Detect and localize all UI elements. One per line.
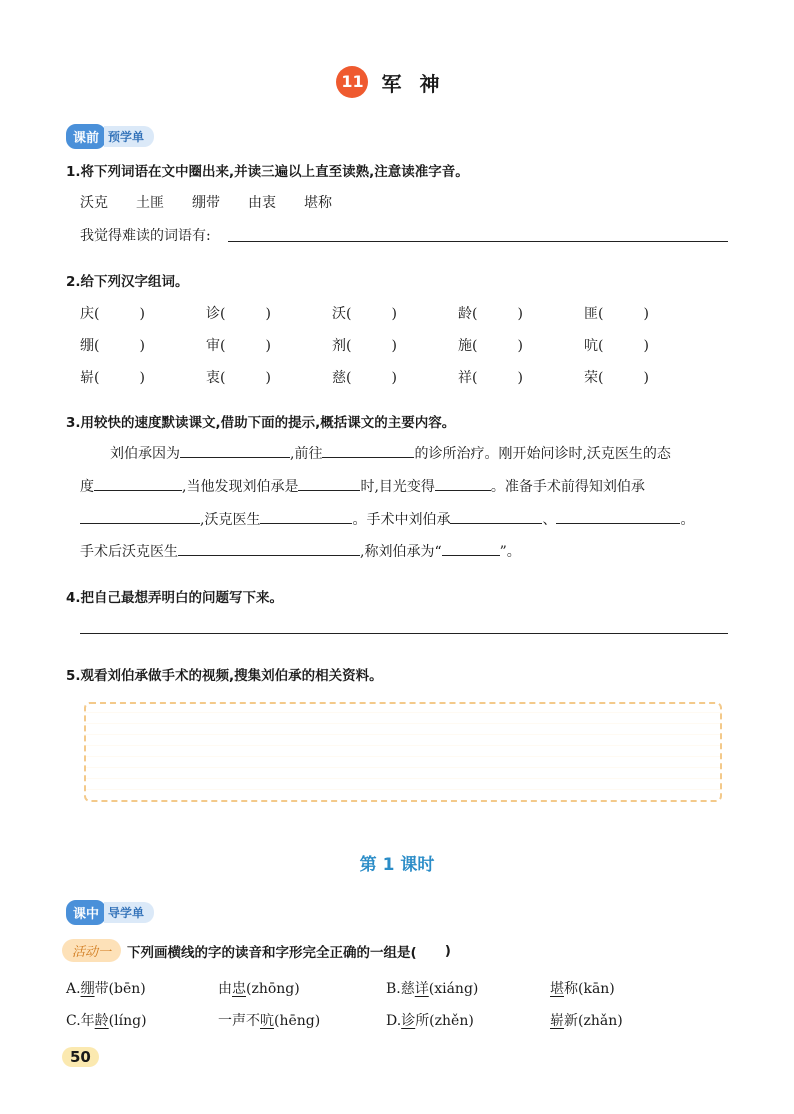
q2-cell[interactable]: 庆( ) <box>80 306 145 322</box>
q3-line-2: 度 ,当他发现刘伯承是 时,目光变得 。准备手术前得知刘伯承 <box>80 476 645 496</box>
q3-line-4: 手术后沃克医生 ,称刘伯承为“ ”。 <box>80 541 521 561</box>
q3-blank[interactable] <box>322 443 414 458</box>
q1-word: 沃克 <box>80 195 108 211</box>
activity-1 <box>62 939 451 962</box>
q2-cell[interactable]: 荣( ) <box>584 370 649 386</box>
preclass-tag-sub: 预学单 <box>104 126 154 147</box>
question-3-prompt: 3.用较快的速度默读课文,借助下面的提示,概括课文的主要内容。 <box>66 415 456 431</box>
q3-blank[interactable] <box>178 541 360 556</box>
lesson-title-block <box>0 66 794 98</box>
q1-word-list <box>80 192 332 212</box>
q2-cell[interactable]: 慈( ) <box>332 370 397 386</box>
q1-answer-line[interactable] <box>228 241 728 242</box>
activity-prompt-end: ) <box>444 942 451 959</box>
q3-blank[interactable] <box>450 509 542 524</box>
q2-cell[interactable]: 崭( ) <box>80 370 145 386</box>
q2-cell[interactable]: 诊( ) <box>206 306 271 322</box>
q3-blank[interactable] <box>260 509 352 524</box>
inclass-tag-sub: 导学单 <box>104 902 154 923</box>
question-4-prompt: 4.把自己最想弄明白的问题写下来。 <box>66 590 284 606</box>
q5-answer-box[interactable] <box>84 702 722 802</box>
q1-word: 堪称 <box>304 195 332 211</box>
q2-cell[interactable]: 绷( ) <box>80 338 145 354</box>
option-b-part-2: 堪称(kān) <box>550 981 615 997</box>
option-b[interactable]: B.慈详(xiáng) <box>386 981 479 997</box>
q1-word: 由衷 <box>248 195 276 211</box>
page-number: 50 <box>62 1047 99 1067</box>
q1-word: 绷带 <box>192 195 220 211</box>
lesson-title: 军神 <box>381 71 458 96</box>
preclass-tag <box>66 125 154 147</box>
q2-cell[interactable]: 衷( ) <box>206 370 271 386</box>
q2-cell[interactable]: 施( ) <box>458 338 523 354</box>
inclass-tag-label: 课中 <box>66 900 106 925</box>
q3-line-1: 刘伯承因为 ,前往 的诊所治疗。刚开始问诊时,沃克医生的态 <box>110 443 671 463</box>
q2-cell[interactable]: 匪( ) <box>584 306 649 322</box>
q2-cell[interactable]: 龄( ) <box>458 306 523 322</box>
option-a[interactable]: A.绷带(bēn) <box>66 981 146 997</box>
option-d-part-2: 崭新(zhǎn) <box>550 1013 623 1029</box>
q4-answer-line[interactable] <box>80 633 728 634</box>
q3-blank[interactable] <box>298 476 360 491</box>
lesson-number-badge: 11 <box>336 66 368 98</box>
inclass-tag <box>66 901 154 923</box>
question-5-prompt: 5.观看刘伯承做手术的视频,搜集刘伯承的相关资料。 <box>66 668 383 684</box>
option-c[interactable]: C.年龄(líng) <box>66 1013 147 1029</box>
question-1-prompt: 1.将下列词语在文中圈出来,并读三遍以上直至读熟,注意读准字音。 <box>66 164 469 180</box>
option-c-part-2: 一声不吭(hēng) <box>218 1013 321 1029</box>
q3-blank[interactable] <box>442 541 500 556</box>
q1-word: 土匪 <box>136 195 164 211</box>
q2-cell[interactable]: 吭( ) <box>584 338 649 354</box>
q3-blank[interactable] <box>556 509 680 524</box>
q2-cell[interactable]: 祥( ) <box>458 370 523 386</box>
preclass-tag-label: 课前 <box>66 124 106 149</box>
q3-blank[interactable] <box>435 476 491 491</box>
q3-blank[interactable] <box>180 443 290 458</box>
option-a-part-2: 由忠(zhōng) <box>218 981 300 997</box>
activity-prompt: 下列画横线的字的读音和字形完全正确的一组是( <box>127 944 417 961</box>
q3-blank[interactable] <box>94 476 182 491</box>
q2-cell[interactable]: 沃( ) <box>332 306 397 322</box>
q2-cell[interactable]: 审( ) <box>206 338 271 354</box>
section-heading: 第 1 课时 <box>359 855 435 875</box>
option-d[interactable]: D.诊所(zhěn) <box>386 1013 474 1029</box>
question-2-prompt: 2.给下列汉字组词。 <box>66 274 189 290</box>
activity-label: 活动一 <box>62 939 121 962</box>
page-number-badge <box>62 1047 99 1066</box>
q3-line-3: ,沃克医生 。手术中刘伯承 、 。 <box>80 509 694 529</box>
q2-cell[interactable]: 剂( ) <box>332 338 397 354</box>
q3-blank[interactable] <box>80 509 200 524</box>
q1-hard-words-label: 我觉得难读的词语有: <box>80 228 211 244</box>
